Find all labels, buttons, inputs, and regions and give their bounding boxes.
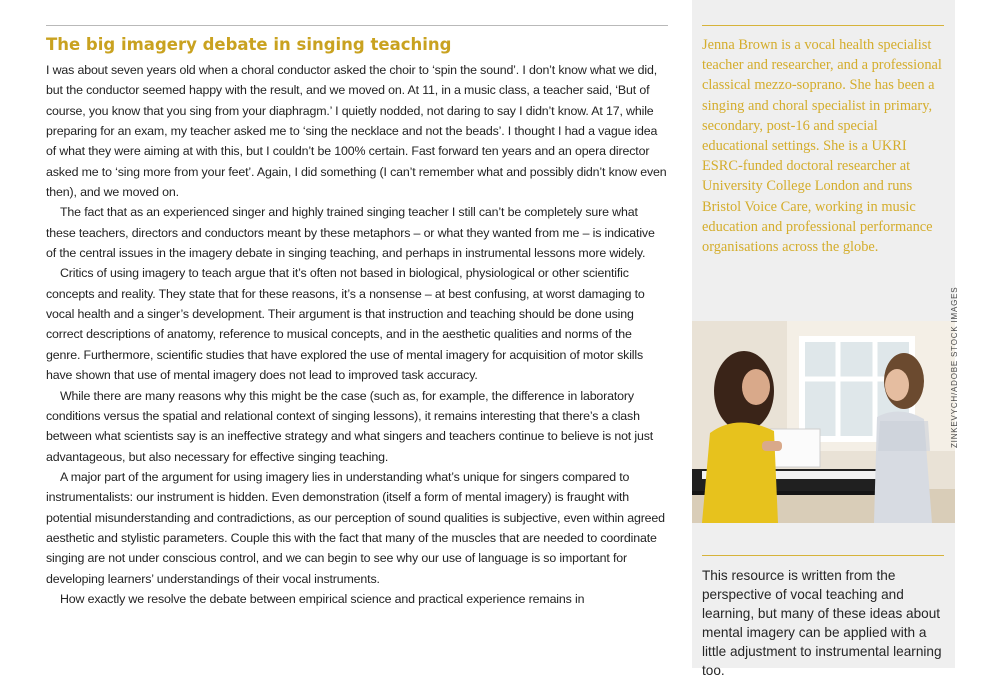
top-rule xyxy=(46,25,668,26)
article-paragraph: While there are many reasons why this might be the case (such as, for example, the difference in laboratory conditions versus the spatial and relational context of singing lessons), it remains interesting that there’s a clash between what scientists say is an ineffective strategy and what singers and teachers continue to believe is not just advantageous, but also necessary for effective singing teaching. xyxy=(46,388,654,464)
article-paragraph: How exactly we resolve the debate between empirical science and practical experience remains in xyxy=(60,591,585,606)
article-paragraph: I was about seven years old when a choral conductor asked the choir to ‘spin the sound’. I don’t know what we did, but the conductor seemed happy with the result, and we moved on. At 11, in a music class, a teacher said, ‘But of course, you know that you sing from your diaphragm.’ I quietly nodded, not daring to say I didn’t know. At 17, while preparing for an exam, my teacher asked me to ‘sing the necklace and not the beads’. I thought I had a vague idea of what they were aiming at with this, but I couldn’t be 100% certain. Fast forward ten years and an opera director asked me to ‘sing more from your feet’. Again, I did something (I can’t remember what and possibly didn’t know even then), and we moved on. xyxy=(46,63,667,200)
sidebar-rule xyxy=(702,25,944,26)
article-paragraph: The fact that as an experienced singer and highly trained singing teacher I still can’t be completely sure what these teachers, directors and conductors meant by these metaphors – or what they wanted from me – is indicative of the central issues in the imagery debate in singing teaching, and perhaps in instrumental lessons more widely. xyxy=(46,205,655,261)
article xyxy=(46,33,668,609)
sidebar-rule xyxy=(702,555,944,556)
article-title: The big imagery debate in singing teaching xyxy=(46,35,452,54)
article-paragraph: A major part of the argument for using imagery lies in understanding what’s unique for singers compared to instrumentalists: our instrument is hidden. Even demonstration (itself a form of mental imagery) is fraught with potential misunderstanding and contradictions, as our perception of sound qualities is subjective, even within agreed aesthetic and stylistic parameters. Couple this with the fact that many of the muscles that are needed to coordinate singing are not under conscious control, and we can begin to see why our use of language is so important for developing learners’ understandings of their vocal instruments. xyxy=(46,469,665,586)
author-bio: Jenna Brown is a vocal health specialist teacher and researcher, and a professional classical mezzo-soprano. She has been a singing and choral specialist in primary, secondary, post-16 and special educational settings. She is a UKRI ESRC-funded doctoral researcher at University College London and runs Bristol Voice Care, working in music education and professional performance organisations across the globe. xyxy=(702,37,942,256)
article-paragraph: Critics of using imagery to teach argue that it’s often not based in biological, physiological or other scientific concepts and reality. They state that for these reasons, it’s a nonsense – at best confusing, at worst damaging to vocal health and a singer’s development. Their argument is that instruction and teaching should be done using correct descriptions of anatomy, reference to musical concepts, and in the aesthetic qualities and norms of the genre. Furthermore, scientific studies that have explored the use of mental imagery for acquisition of motor skills have shown that use of mental imagery does not lead to improved task accuracy. xyxy=(46,266,645,383)
resource-note: This resource is written from the perspective of vocal teaching and learning, but many of these ideas about mental imagery can be applied with a little adjustment to instrumental learning too. xyxy=(702,568,942,679)
photo-credit: ZINKEVYCH/ADOBE STOCK IMAGES xyxy=(950,286,959,448)
lesson-photo xyxy=(692,321,955,523)
sidebar xyxy=(692,0,955,679)
